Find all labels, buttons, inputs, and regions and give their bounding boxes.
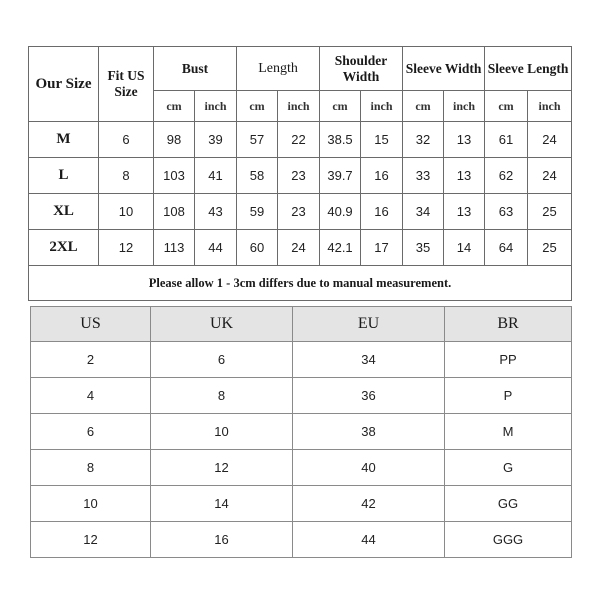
uk-value: 12 bbox=[151, 450, 293, 486]
fit-us-value: 8 bbox=[99, 158, 154, 194]
uk-value: 16 bbox=[151, 522, 293, 558]
bust-inch-value: 41 bbox=[195, 158, 237, 194]
eu-value: 44 bbox=[293, 522, 445, 558]
unit-cm: cm bbox=[485, 91, 528, 122]
uk-value: 8 bbox=[151, 378, 293, 414]
size-row-xl bbox=[29, 194, 572, 230]
sleeve-width-cm-value: 33 bbox=[403, 158, 444, 194]
bust-inch-value: 44 bbox=[195, 230, 237, 266]
sleeve-width-inch-value: 13 bbox=[444, 158, 485, 194]
header-bust: Bust bbox=[154, 47, 237, 91]
sleeve-width-inch-value: 14 bbox=[444, 230, 485, 266]
length-inch-value: 23 bbox=[278, 194, 320, 230]
us-value: 8 bbox=[31, 450, 151, 486]
header-us: US bbox=[31, 307, 151, 342]
eu-value: 38 bbox=[293, 414, 445, 450]
shoulder-inch-value: 15 bbox=[361, 122, 403, 158]
length-inch-value: 23 bbox=[278, 158, 320, 194]
header-uk: UK bbox=[151, 307, 293, 342]
size-chart-note-row bbox=[29, 266, 572, 301]
header-br: BR bbox=[445, 307, 572, 342]
length-cm-value: 57 bbox=[237, 122, 278, 158]
unit-inch: inch bbox=[528, 91, 572, 122]
unit-inch: inch bbox=[278, 91, 320, 122]
conversion-row bbox=[31, 522, 572, 558]
length-cm-value: 60 bbox=[237, 230, 278, 266]
size-conversion-table bbox=[30, 306, 572, 558]
us-value: 12 bbox=[31, 522, 151, 558]
bust-inch-value: 39 bbox=[195, 122, 237, 158]
eu-value: 36 bbox=[293, 378, 445, 414]
unit-cm: cm bbox=[403, 91, 444, 122]
unit-inch: inch bbox=[361, 91, 403, 122]
length-cm-value: 59 bbox=[237, 194, 278, 230]
bust-cm-value: 98 bbox=[154, 122, 195, 158]
unit-cm: cm bbox=[154, 91, 195, 122]
size-row-m bbox=[29, 122, 572, 158]
sleeve-length-cm-value: 62 bbox=[485, 158, 528, 194]
bust-cm-value: 108 bbox=[154, 194, 195, 230]
unit-inch: inch bbox=[195, 91, 237, 122]
sleeve-length-cm-value: 61 bbox=[485, 122, 528, 158]
shoulder-inch-value: 17 bbox=[361, 230, 403, 266]
conversion-row bbox=[31, 450, 572, 486]
size-chart-header-row bbox=[29, 47, 572, 91]
unit-cm: cm bbox=[320, 91, 361, 122]
sleeve-width-inch-value: 13 bbox=[444, 122, 485, 158]
header-our-size: Our Size bbox=[29, 47, 99, 122]
eu-value: 40 bbox=[293, 450, 445, 486]
sleeve-width-inch-value: 13 bbox=[444, 194, 485, 230]
length-cm-value: 58 bbox=[237, 158, 278, 194]
sleeve-width-cm-value: 34 bbox=[403, 194, 444, 230]
uk-value: 14 bbox=[151, 486, 293, 522]
shoulder-inch-value: 16 bbox=[361, 194, 403, 230]
size-label: 2XL bbox=[29, 230, 99, 266]
size-row-l bbox=[29, 158, 572, 194]
header-fit-us-size: Fit US Size bbox=[99, 47, 154, 122]
conversion-row bbox=[31, 486, 572, 522]
conversion-row bbox=[31, 378, 572, 414]
header-sleeve-length: Sleeve Length bbox=[485, 47, 572, 91]
us-value: 6 bbox=[31, 414, 151, 450]
us-value: 10 bbox=[31, 486, 151, 522]
size-label: XL bbox=[29, 194, 99, 230]
header-eu: EU bbox=[293, 307, 445, 342]
br-value: P bbox=[445, 378, 572, 414]
br-value: G bbox=[445, 450, 572, 486]
size-label: L bbox=[29, 158, 99, 194]
sleeve-length-cm-value: 63 bbox=[485, 194, 528, 230]
sleeve-length-inch-value: 25 bbox=[528, 230, 572, 266]
header-shoulder-width: Shoulder Width bbox=[320, 47, 403, 91]
shoulder-cm-value: 42.1 bbox=[320, 230, 361, 266]
shoulder-cm-value: 40.9 bbox=[320, 194, 361, 230]
sleeve-width-cm-value: 32 bbox=[403, 122, 444, 158]
fit-us-value: 10 bbox=[99, 194, 154, 230]
sleeve-length-cm-value: 64 bbox=[485, 230, 528, 266]
sleeve-length-inch-value: 24 bbox=[528, 122, 572, 158]
length-inch-value: 22 bbox=[278, 122, 320, 158]
size-label: M bbox=[29, 122, 99, 158]
uk-value: 10 bbox=[151, 414, 293, 450]
sleeve-length-inch-value: 24 bbox=[528, 158, 572, 194]
measurement-note: Please allow 1 - 3cm differs due to manual measurement. bbox=[29, 266, 572, 301]
shoulder-inch-value: 16 bbox=[361, 158, 403, 194]
fit-us-value: 6 bbox=[99, 122, 154, 158]
length-inch-value: 24 bbox=[278, 230, 320, 266]
sleeve-length-inch-value: 25 bbox=[528, 194, 572, 230]
conversion-header-row bbox=[31, 307, 572, 342]
shoulder-cm-value: 39.7 bbox=[320, 158, 361, 194]
uk-value: 6 bbox=[151, 342, 293, 378]
sleeve-width-cm-value: 35 bbox=[403, 230, 444, 266]
us-value: 2 bbox=[31, 342, 151, 378]
unit-inch: inch bbox=[444, 91, 485, 122]
eu-value: 34 bbox=[293, 342, 445, 378]
fit-us-value: 12 bbox=[99, 230, 154, 266]
bust-cm-value: 103 bbox=[154, 158, 195, 194]
unit-cm: cm bbox=[237, 91, 278, 122]
conversion-row bbox=[31, 414, 572, 450]
br-value: GG bbox=[445, 486, 572, 522]
conversion-row bbox=[31, 342, 572, 378]
size-chart-table bbox=[28, 46, 572, 301]
br-value: M bbox=[445, 414, 572, 450]
header-length: Length bbox=[237, 47, 320, 91]
header-sleeve-width: Sleeve Width bbox=[403, 47, 485, 91]
br-value: GGG bbox=[445, 522, 572, 558]
shoulder-cm-value: 38.5 bbox=[320, 122, 361, 158]
us-value: 4 bbox=[31, 378, 151, 414]
br-value: PP bbox=[445, 342, 572, 378]
size-row-2xl bbox=[29, 230, 572, 266]
bust-cm-value: 113 bbox=[154, 230, 195, 266]
eu-value: 42 bbox=[293, 486, 445, 522]
bust-inch-value: 43 bbox=[195, 194, 237, 230]
